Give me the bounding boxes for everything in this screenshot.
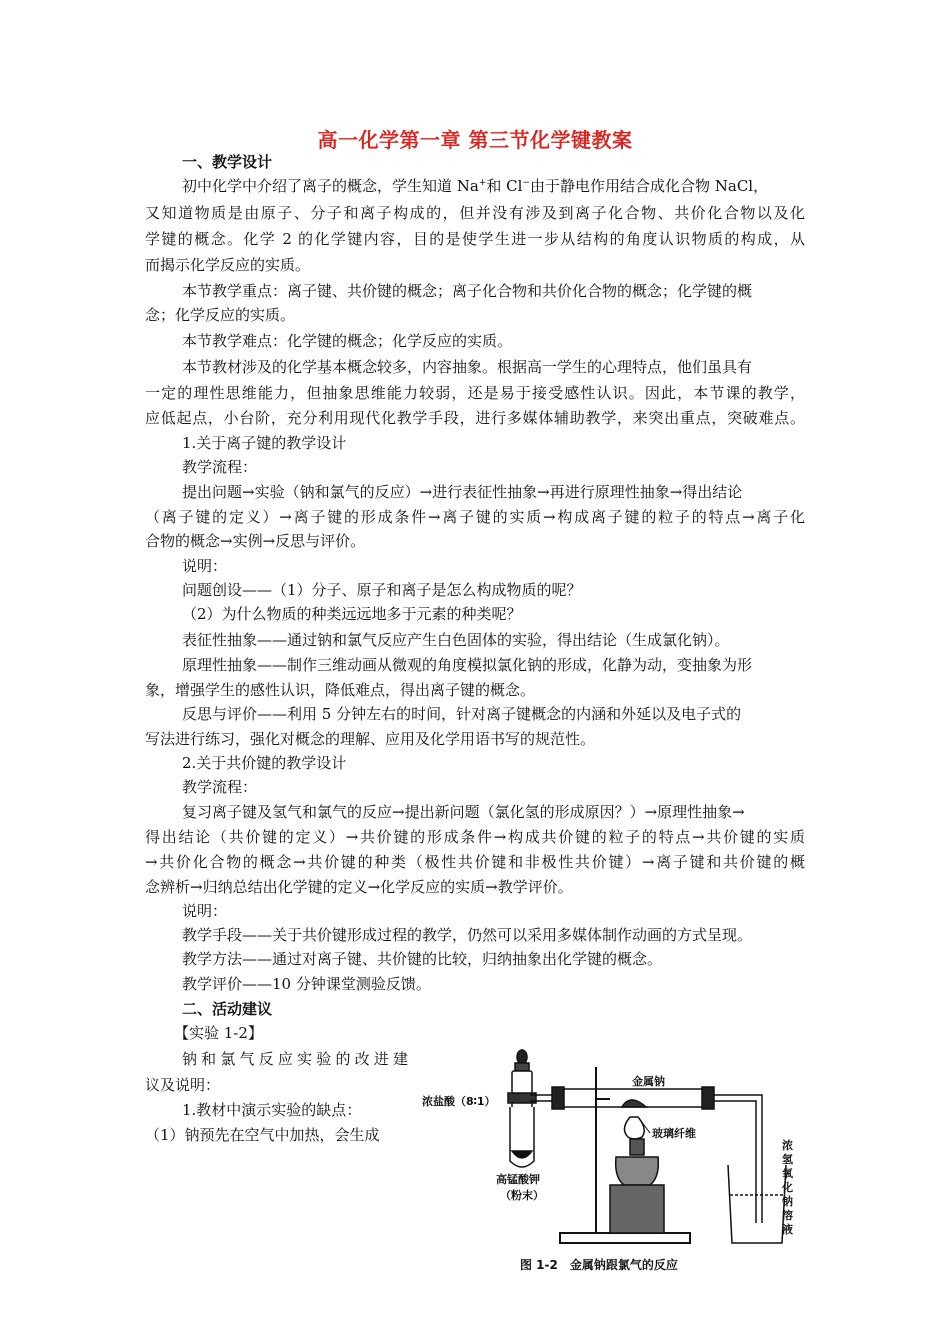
ionic-flow-label: 教学流程： bbox=[182, 458, 258, 476]
section-heading-activity: 二、活动建议 bbox=[182, 1000, 273, 1018]
ionic-representation: 表征性抽象——通过钠和氯气反应产生白色固体的实验，得出结论（生成氯化钠）。 bbox=[182, 631, 730, 649]
covalent-flow-line-2: 得出结论（共价键的定义）→共价键的形成条件→构成共价键的粒子的特点→共价键的实质 bbox=[145, 828, 805, 846]
covalent-flow-line-1: 复习离子键及氢气和氯气的反应→提出新问题（氯化氢的形成原因？）→原理性抽象→ bbox=[182, 803, 745, 821]
intro-line-3: 学键的概念。化学 2 的化学键内容，目的是使学生进一步从结构的角度认识物质的构成，从 bbox=[145, 230, 805, 248]
outlet-tube bbox=[714, 1095, 762, 1223]
focus-line-1: 本节教学重点：离子键、共价键的概念；离子化合物和共价化合物的概念；化学键的概 bbox=[182, 282, 753, 300]
figure-caption: 图 1-2 金属钠跟氯气的反应 bbox=[520, 1258, 678, 1272]
experiment-line-3: 1.教材中演示实验的缺点： bbox=[182, 1101, 362, 1119]
experiment-line-2: 议及说明： bbox=[145, 1076, 221, 1094]
ionic-flow-line-2: （离子键的定义）→离子键的形成条件→离子键的实质→构成离子键的粒子的特点→离子化 bbox=[145, 508, 805, 526]
svg-text:氧: 氧 bbox=[782, 1167, 793, 1180]
strategy-line-3: 应低起点，小台阶，充分利用现代化教学手段，进行多媒体辅助教学，来突出重点，突破难点。 bbox=[145, 409, 805, 427]
svg-text:化: 化 bbox=[782, 1181, 793, 1194]
label-conc-hcl: 浓盐酸（8∶1） bbox=[422, 1095, 496, 1108]
intro-line-4: 而揭示化学反应的实质。 bbox=[145, 256, 311, 274]
ionic-question-1: 问题创设——（1）分子、原子和离子是怎么构成物质的呢？ bbox=[182, 581, 582, 599]
svg-text:钠: 钠 bbox=[782, 1195, 793, 1208]
label-kmno4-2: （粉末） bbox=[500, 1189, 544, 1202]
page-title: 高一化学第一章 第三节化学键教案 bbox=[317, 128, 633, 152]
apparatus-figure bbox=[410, 1045, 810, 1277]
ionic-flow-line-3: 合物的概念→实例→反思与评价。 bbox=[145, 532, 366, 550]
ionic-heading: 1.关于离子键的教学设计 bbox=[182, 434, 347, 452]
ionic-note-label: 说明： bbox=[182, 557, 228, 575]
ionic-flow-line-1: 提出问题→实验（钠和氯气的反应）→进行表征性抽象→再进行原理性抽象→得出结论 bbox=[182, 483, 743, 501]
covalent-means: 教学手段——关于共价键形成过程的教学，仍然可以采用多媒体制作动画的方式呈现。 bbox=[182, 926, 753, 944]
experiment-line-1: 钠和氯气反应实验的改进建 bbox=[182, 1050, 408, 1068]
label-glass-fiber: 玻璃纤维 bbox=[652, 1127, 696, 1140]
experiment-label: 【实验 1-2】 bbox=[174, 1024, 263, 1042]
strategy-line-2: 一定的理性思维能力，但抽象思维能力较弱，还是易于接受感性认识。因此，本节课的教学， bbox=[145, 384, 805, 402]
covalent-evaluation: 教学评价——10 分钟课堂测验反馈。 bbox=[182, 975, 431, 993]
test-tube bbox=[510, 1107, 534, 1167]
section-heading-design: 一、教学设计 bbox=[182, 153, 273, 171]
ionic-reflection-line-2: 写法进行练习，强化对概念的理解、应用及化学用语书写的规范性。 bbox=[145, 730, 596, 748]
ionic-question-2: （2）为什么物质的种类远远地多于元素的种类呢？ bbox=[182, 605, 522, 623]
covalent-method: 教学方法——通过对离子键、共价键的比较，归纳抽象出化学键的概念。 bbox=[182, 950, 663, 968]
difficulty-line: 本节教学难点：化学键的概念；化学反应的实质。 bbox=[182, 332, 513, 350]
covalent-flow-line-3: →共价化合物的概念→共价键的种类（极性共价键和非极性共价键）→离子键和共价键的概 bbox=[145, 853, 805, 871]
label-sodium: 金属钠 bbox=[632, 1075, 665, 1088]
experiment-line-4: （1）钠预先在空气中加热，会生成 bbox=[145, 1126, 380, 1144]
ionic-reflection-line-1: 反思与评价——利用 5 分钟左右的时间，针对离子键概念的内涵和外延以及电子式的 bbox=[182, 705, 742, 723]
covalent-heading: 2.关于共价键的教学设计 bbox=[182, 754, 347, 772]
covalent-note-label: 说明： bbox=[182, 902, 228, 920]
ionic-principle-line-2: 象，增强学生的感性认识，降低难点，得出离子键的概念。 bbox=[145, 681, 536, 699]
strategy-line-1: 本节教材涉及的化学基本概念较多，内容抽象。根据高一学生的心理特点，他们虽具有 bbox=[182, 358, 753, 376]
svg-text:氢: 氢 bbox=[782, 1153, 793, 1166]
ionic-principle-line-1: 原理性抽象——制作三维动画从微观的角度模拟氯化钠的形成，化静为动，变抽象为形 bbox=[182, 656, 753, 674]
svg-text:浓: 浓 bbox=[782, 1139, 793, 1152]
svg-text:液: 液 bbox=[782, 1223, 793, 1236]
intro-line-2: 又知道物质是由原子、分子和离子构成的，但并没有涉及到离子化合物、共价化合物以及化 bbox=[145, 204, 805, 222]
reaction-tube bbox=[552, 1087, 714, 1109]
covalent-flow-label: 教学流程： bbox=[182, 778, 258, 796]
label-kmno4-1: 高锰酸钾 bbox=[496, 1173, 540, 1186]
covalent-flow-line-4: 念辨析→归纳总结出化学键的定义→化学反应的实质→教学评价。 bbox=[145, 878, 573, 896]
beaker bbox=[728, 1165, 786, 1243]
intro-line-1: 初中化学中介绍了离子的概念，学生知道 Na+和 Cl−由于静电作用结合成化合物 NaCl， bbox=[182, 177, 769, 195]
focus-line-2: 念；化学反应的实质。 bbox=[145, 306, 296, 324]
svg-text:溶: 溶 bbox=[782, 1209, 793, 1222]
